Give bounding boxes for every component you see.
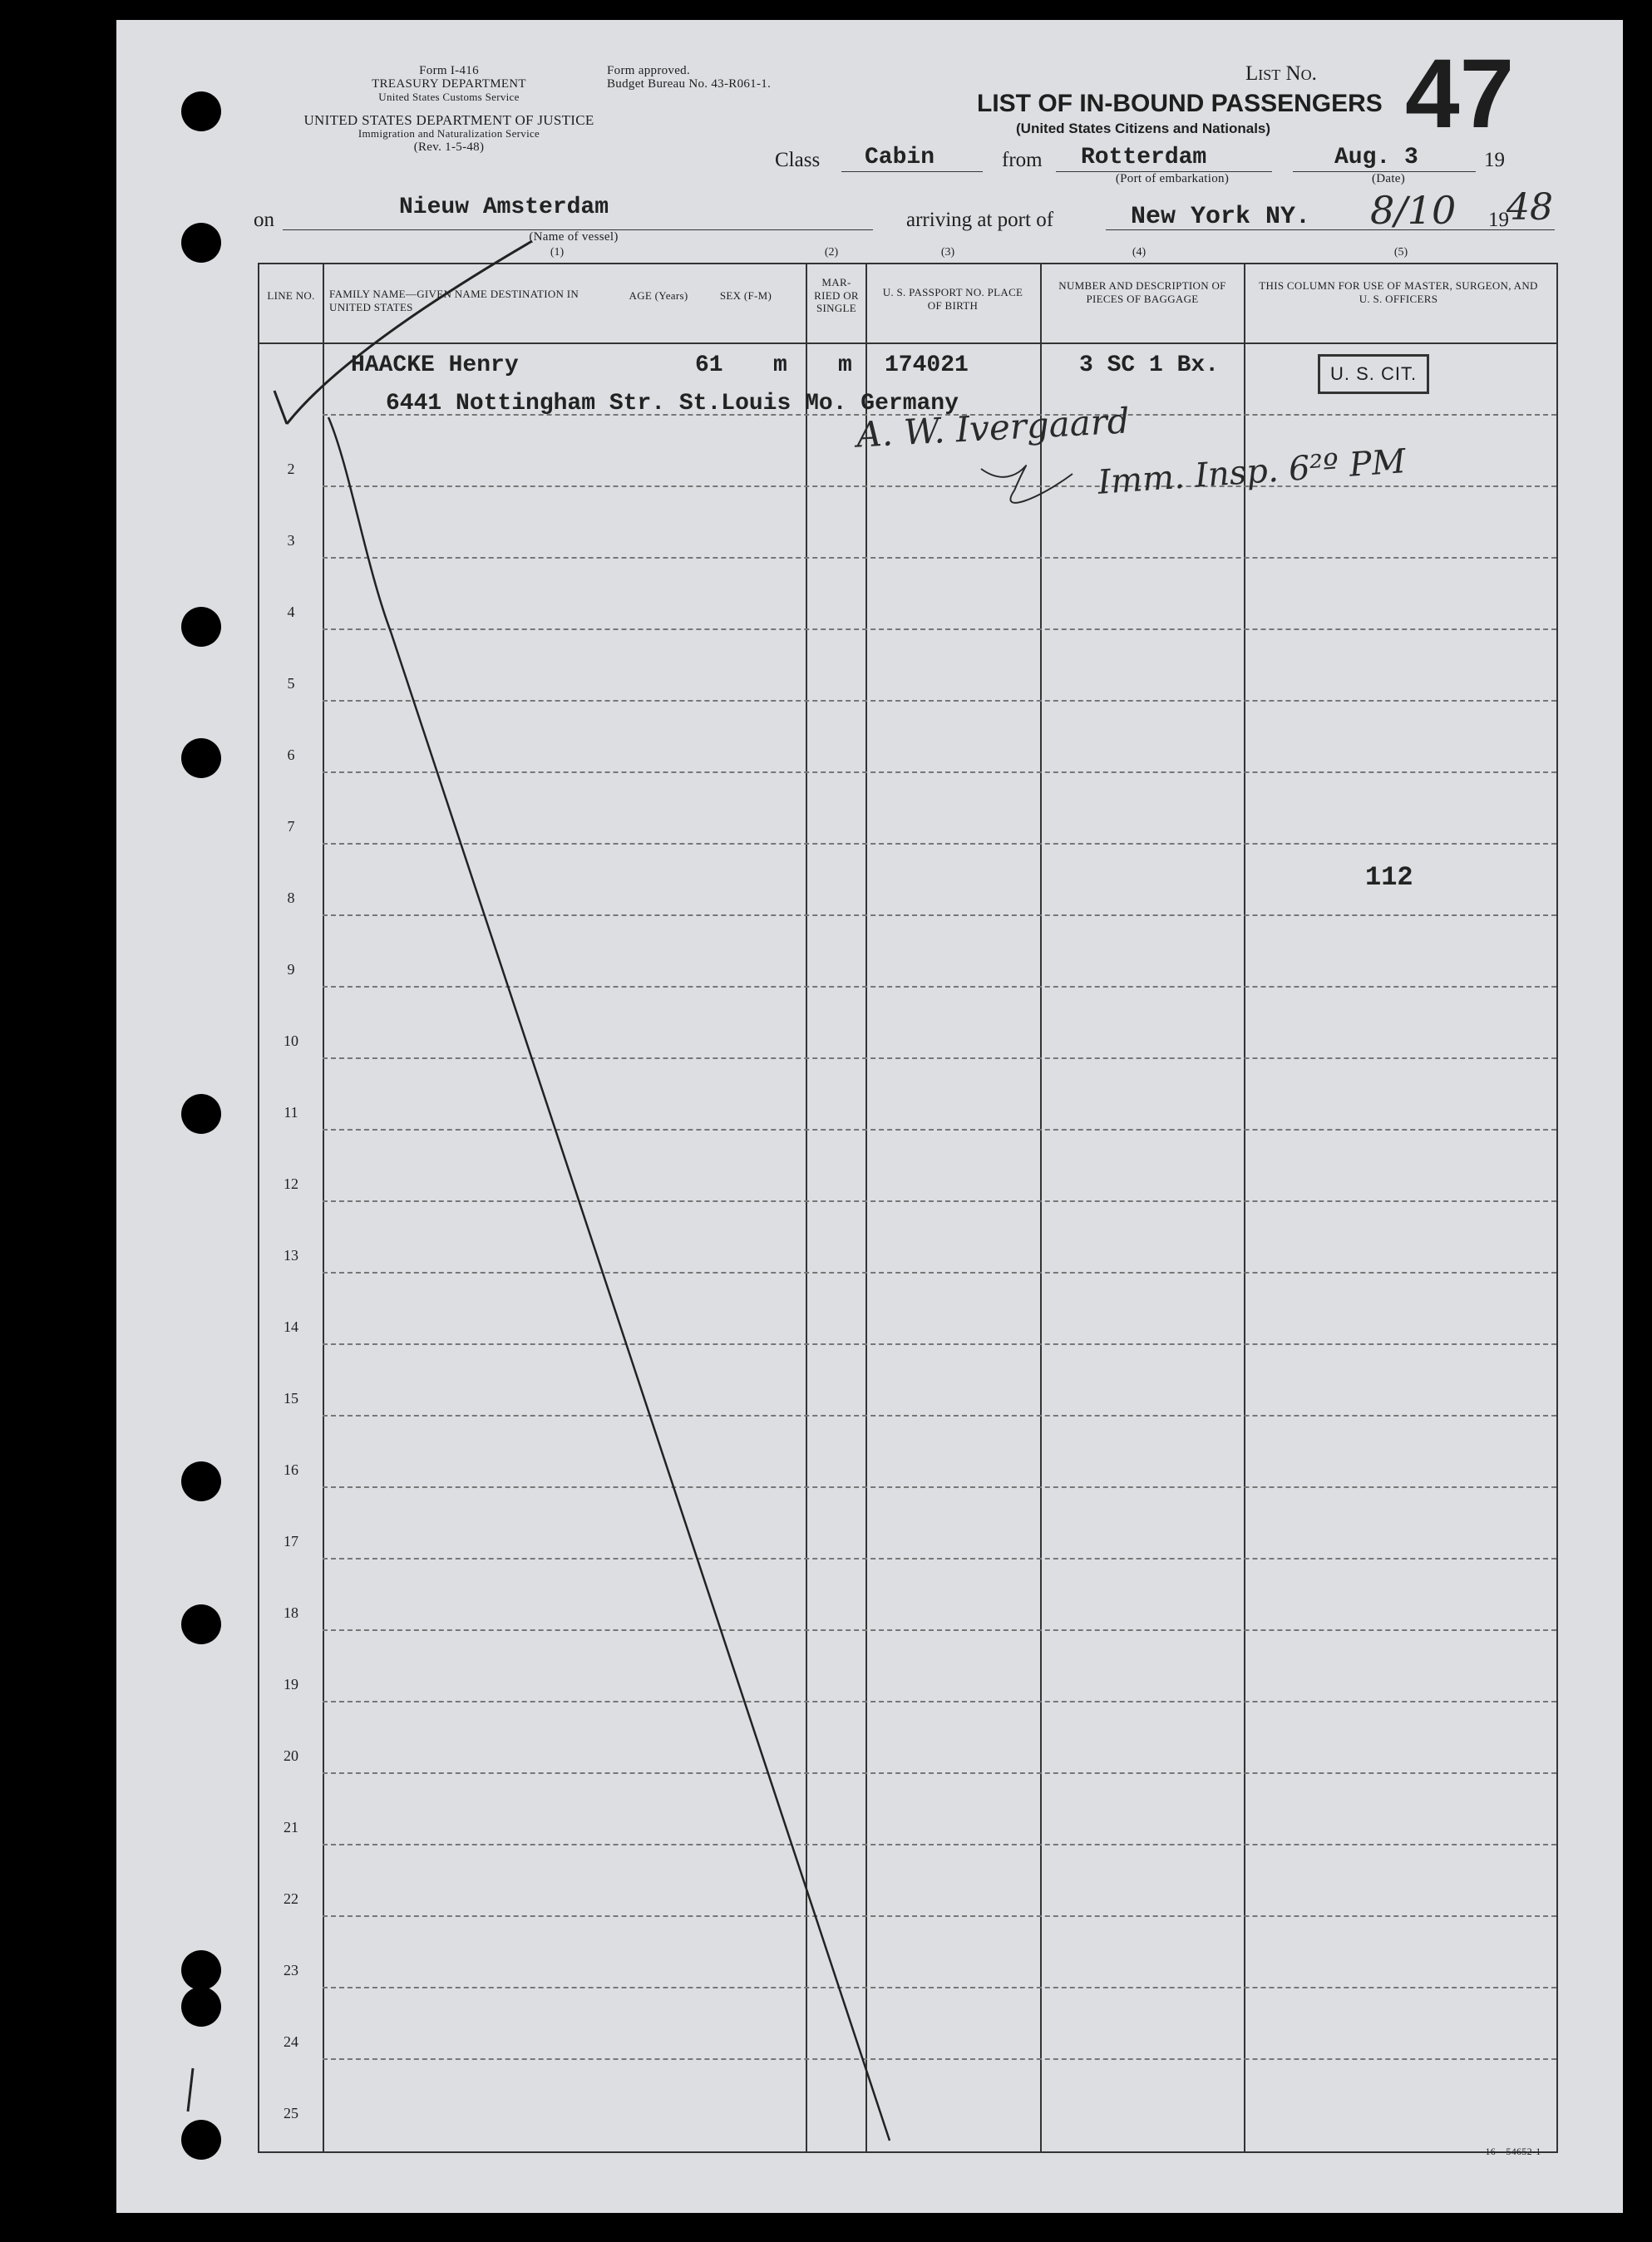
header-officers: THIS COLUMN FOR USE OF MASTER, SURGEON, AND U. S. OFFICERS xyxy=(1259,279,1538,305)
row-divider xyxy=(323,1558,1556,1560)
line-number: 7 xyxy=(287,818,295,835)
line-number: 22 xyxy=(284,1890,298,1907)
row-divider xyxy=(323,1057,1556,1059)
line-number: 6 xyxy=(287,747,295,763)
line-number: 8 xyxy=(287,889,295,906)
column-ref-5: (5) xyxy=(1393,246,1408,259)
column-ref-4: (4) xyxy=(1132,246,1147,259)
port-of-embarkation: Rotterdam xyxy=(1081,145,1207,170)
row-divider xyxy=(323,485,1556,487)
arrival-date: 8/10 xyxy=(1370,188,1457,233)
on-label: on xyxy=(254,209,274,231)
from-label: from xyxy=(1002,149,1043,171)
row-divider xyxy=(323,771,1556,773)
column-ref-1: (1) xyxy=(550,246,565,259)
line-number: 3 xyxy=(287,532,295,549)
binder-hole xyxy=(181,1461,221,1501)
row-divider xyxy=(323,1200,1556,1202)
line-number: 12 xyxy=(284,1175,298,1192)
year-prefix-1: 19 xyxy=(1484,149,1505,171)
header-passport: U. S. PASSPORT NO. PLACE OF BIRTH xyxy=(882,286,1023,312)
line-number: 24 xyxy=(284,2033,298,2050)
binder-hole xyxy=(181,1987,221,2027)
line-number: 13 xyxy=(284,1247,298,1264)
side-number: 112 xyxy=(1365,862,1413,893)
passenger-passport: 174021 xyxy=(885,352,969,378)
arrival-year: 48 xyxy=(1507,186,1553,229)
class-value: Cabin xyxy=(865,145,935,170)
row-divider xyxy=(323,914,1556,916)
line-number: 17 xyxy=(284,1533,298,1550)
row-divider xyxy=(323,1772,1556,1774)
line-number: 11 xyxy=(284,1104,298,1121)
form-number: Form I-416 xyxy=(419,64,479,77)
line-number: 18 xyxy=(284,1604,298,1621)
form-approved: Form approved. xyxy=(607,64,691,77)
date-caption: (Date) xyxy=(1371,172,1406,185)
column-ref-2: (2) xyxy=(824,246,839,259)
header-marital: MAR-RIED OR SINGLE xyxy=(814,276,859,315)
row-divider xyxy=(323,1129,1556,1131)
header-baggage: NUMBER AND DESCRIPTION OF PIECES OF BAGGAGE xyxy=(1058,279,1226,305)
inspector-note: Imm. Insp. 6²º PM xyxy=(1096,442,1408,502)
header-line-no: LINE NO. xyxy=(267,289,315,302)
line-number: 23 xyxy=(284,1962,298,1978)
line-number: 15 xyxy=(284,1390,298,1407)
form-subtitle: (United States Citizens and Nationals) xyxy=(1016,121,1271,136)
passenger-name: HAACKE Henry xyxy=(351,352,519,378)
binder-hole xyxy=(181,223,221,263)
line-number: 25 xyxy=(284,2105,298,2121)
port-caption: (Port of embarkation) xyxy=(1115,172,1230,185)
binder-hole xyxy=(181,607,221,647)
header-age: AGE (Years) xyxy=(629,289,688,302)
row-divider xyxy=(323,1915,1556,1917)
row-divider xyxy=(323,986,1556,988)
line-number: 5 xyxy=(287,675,295,692)
line-number: 4 xyxy=(287,604,295,620)
line-number: 10 xyxy=(284,1032,298,1049)
passenger-marital: m xyxy=(838,352,852,378)
row-divider xyxy=(323,2058,1556,2060)
binder-hole xyxy=(181,2120,221,2160)
line-number: 21 xyxy=(284,1819,298,1835)
embarkation-date: Aug. 3 xyxy=(1334,145,1418,170)
passenger-address: 6441 Nottingham Str. St.Louis Mo. Germany xyxy=(386,391,959,416)
line-number: 2 xyxy=(287,461,295,477)
arrival-port: New York NY. xyxy=(1131,203,1311,231)
row-divider xyxy=(323,1701,1556,1702)
row-divider xyxy=(323,1272,1556,1274)
line-number: 16 xyxy=(284,1461,298,1478)
year-prefix-2: 19 xyxy=(1488,209,1509,231)
footer-code: 16—54652-1 xyxy=(1485,2146,1541,2157)
passenger-baggage: 3 SC 1 Bx. xyxy=(1079,352,1220,378)
class-label: Class xyxy=(775,149,821,171)
inspector-signature: A. W. Ivergaard xyxy=(855,400,1131,456)
header-sex: SEX (F-M) xyxy=(719,289,772,302)
department-of-justice: UNITED STATES DEPARTMENT OF JUSTICE xyxy=(303,112,594,128)
row-divider xyxy=(323,628,1556,630)
budget-bureau: Budget Bureau No. 43-R061-1. xyxy=(607,77,772,91)
line-number: 14 xyxy=(284,1318,298,1335)
vessel-name: Nieuw Amsterdam xyxy=(399,195,609,220)
binder-hole xyxy=(181,1604,221,1644)
column-ref-3: (3) xyxy=(940,246,955,259)
binder-hole xyxy=(181,1950,221,1990)
passenger-table xyxy=(258,263,1558,2153)
header-name: FAMILY NAME—GIVEN NAME DESTINATION IN UNITED STATES xyxy=(329,288,579,313)
passenger-age: 61 xyxy=(695,352,723,378)
line-number: 20 xyxy=(284,1747,298,1764)
list-no-label: List No. xyxy=(1245,62,1317,85)
line-number: 9 xyxy=(287,961,295,978)
row-divider xyxy=(323,1486,1556,1488)
passenger-sex: m xyxy=(773,352,787,378)
row-divider xyxy=(323,1415,1556,1417)
arriving-label: arriving at port of xyxy=(906,209,1054,231)
immigration-service: Immigration and Naturalization Service xyxy=(358,127,540,140)
list-number: 47 xyxy=(1405,39,1515,149)
binder-hole xyxy=(181,91,221,131)
revision-date: (Rev. 1-5-48) xyxy=(413,140,485,154)
row-divider xyxy=(323,1987,1556,1988)
us-citizen-stamp: U. S. CIT. xyxy=(1318,354,1429,394)
binder-hole xyxy=(181,738,221,778)
row-divider xyxy=(323,557,1556,559)
row-divider xyxy=(323,700,1556,702)
line-number: 19 xyxy=(284,1676,298,1693)
row-divider xyxy=(323,843,1556,845)
row-divider xyxy=(323,1844,1556,1845)
row-divider xyxy=(323,1629,1556,1631)
row-divider xyxy=(323,1343,1556,1345)
customs-service: United States Customs Service xyxy=(378,91,520,103)
form-title: LIST OF IN-BOUND PASSENGERS xyxy=(977,90,1383,117)
binder-hole xyxy=(181,1094,221,1134)
treasury-department: TREASURY DEPARTMENT xyxy=(372,77,526,91)
vessel-caption: (Name of vessel) xyxy=(529,230,619,244)
